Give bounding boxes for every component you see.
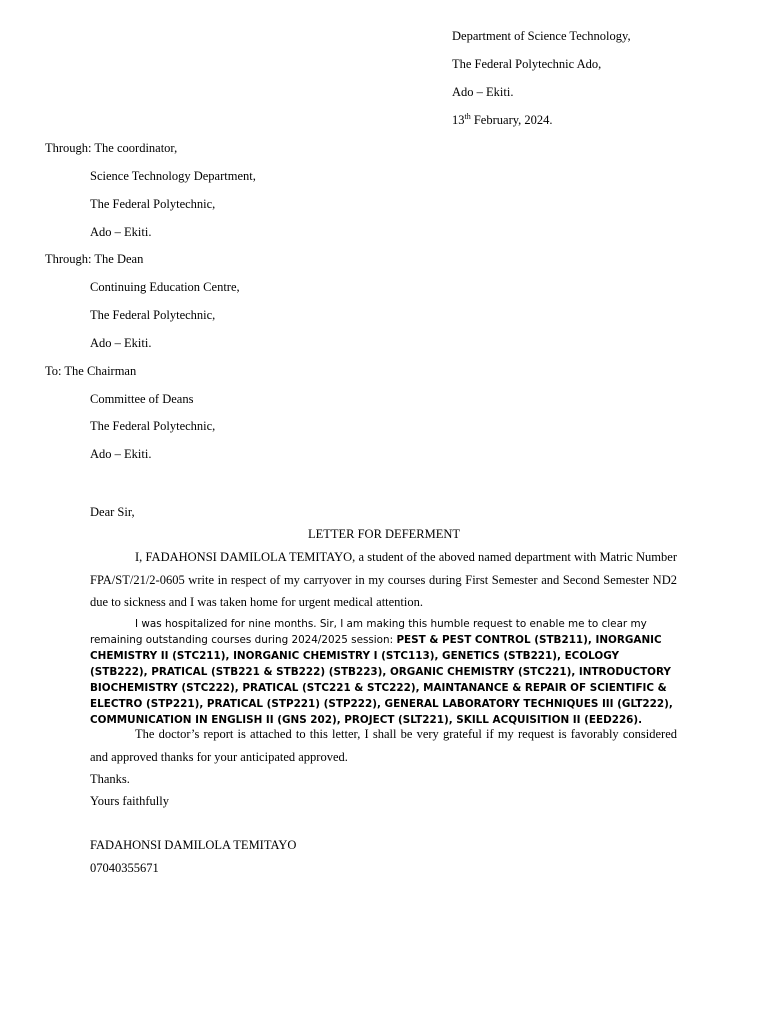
through-dean-line: The Federal Polytechnic, <box>90 308 216 322</box>
sender-city: Ado – Ekiti. <box>452 85 514 99</box>
date-rest: February, 2024. <box>470 113 553 127</box>
body-paragraph-3-text: The doctor’s report is attached to this letter, I shall be very grateful if my request is favorably considered and approved thanks for your anticipated approved. <box>90 727 677 764</box>
outstanding-courses-list: PEST & PEST CONTROL (STB211), INORGANIC CHEMISTRY II (STC211), INORGANIC CHEMISTRY I (STC113), GENETICS (STB221), ECOLOGY (STB222), PRATICAL (STB221 & STB222) (STB223), ORGANIC CHEMISTRY (STC221), INTRODUCTORY BIOCHEMISTRY (STC222), PRATICAL (STC221 & STC222), MAINTANANCE & REPAIR OF SCIENTIFIC & ELECTRO (STP221), PRATICAL (STP221) (STP222), GENERAL LABORATORY TECHNIQUES III (GLT222), COMMUNICATION IN ENGLISH II (GNS 202), PROJECT (SLT221), SKILL ACQUISITION II (EED226). <box>90 634 673 726</box>
sender-department: Department of Science Technology, <box>452 29 631 43</box>
signatory-name: FADAHONSI DAMILOLA TEMITAYO <box>90 838 297 852</box>
hospitalization-text: I was hospitalized for nine months. Sir, I am making this humble request to enable me to clear my remaining outstanding courses during 2024/2025 session: <box>90 618 647 646</box>
recipient-line: Ado – Ekiti. <box>90 447 152 461</box>
recipient-heading: To: The Chairman <box>45 364 137 378</box>
through-dean-heading: Through: The Dean <box>45 252 144 266</box>
signatory-phone: 07040355671 <box>90 861 159 875</box>
date-day: 13 <box>452 113 465 127</box>
through-coordinator-line: Science Technology Department, <box>90 169 256 183</box>
closing-yours-faithfully: Yours faithfully <box>90 794 169 808</box>
through-coordinator-line: The Federal Polytechnic, <box>90 197 216 211</box>
body-paragraph-1 <box>90 546 677 614</box>
letter-date <box>452 111 553 127</box>
closing-thanks: Thanks. <box>90 772 130 786</box>
sender-institution: The Federal Polytechnic Ado, <box>452 57 602 71</box>
body-paragraph-1-text: I, FADAHONSI DAMILOLA TEMITAYO, a student of the aboved named department with Matric Number FPA/ST/21/2-0605 write in respect of my carryover in my courses during First Semester and Second Semester ND2 due to sickness and I was taken home for urgent medical attention. <box>90 550 677 609</box>
salutation: Dear Sir, <box>90 505 135 519</box>
recipient-line: Committee of Deans <box>90 392 194 406</box>
body-paragraph-3 <box>90 723 677 768</box>
date-suffix: th <box>464 111 471 121</box>
through-coordinator-heading: Through: The coordinator, <box>45 141 178 155</box>
body-paragraph-2 <box>90 616 680 728</box>
through-coordinator-line: Ado – Ekiti. <box>90 225 152 239</box>
recipient-line: The Federal Polytechnic, <box>90 419 216 433</box>
through-dean-line: Ado – Ekiti. <box>90 336 152 350</box>
letter-title: LETTER FOR DEFERMENT <box>307 527 461 541</box>
through-dean-line: Continuing Education Centre, <box>90 280 240 294</box>
